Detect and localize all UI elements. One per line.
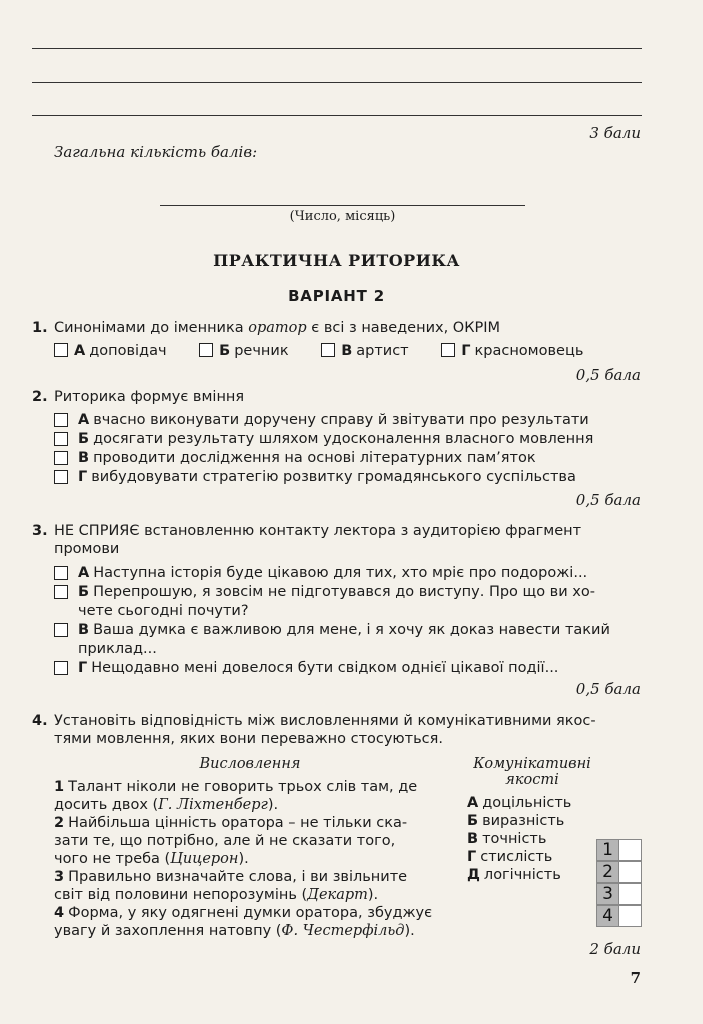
- question-1: [32, 319, 644, 337]
- option-text: вчасно виконувати доручену справу й звітувати про результати: [93, 412, 589, 428]
- answer-grid-cell[interactable]: [619, 905, 642, 927]
- question-2: [32, 388, 644, 406]
- statement-2: [54, 814, 446, 868]
- option-text: вибудовувати стратегію розвитку громадянського суспільства: [91, 469, 576, 485]
- option-text: досягати результату шляхом удосконалення власного мовлення: [93, 431, 594, 447]
- option-text: артист: [356, 343, 409, 359]
- statement-number: 3: [54, 869, 65, 885]
- question-3-options: [54, 564, 646, 678]
- question-1-text-italic: оратор: [248, 320, 307, 336]
- quality-letter: Б: [467, 813, 479, 829]
- statement-text: Форма, у яку одягнені думки оратора, збуджує: [68, 905, 433, 921]
- q2-option-b[interactable]: [54, 430, 646, 449]
- quality-letter: Д: [467, 867, 480, 883]
- option-text: красномовець: [474, 343, 584, 359]
- option-text: речник: [234, 343, 289, 359]
- statement-text: Талант ніколи не говорить трьох слів там, де: [68, 779, 418, 795]
- question-4: [32, 712, 644, 748]
- answer-grid-number: 3: [596, 883, 619, 905]
- option-letter: Г: [461, 343, 471, 359]
- answer-grid-row-1: [596, 839, 642, 861]
- question-1-text-post: є всі з наведених, ОКРІМ: [306, 320, 501, 336]
- q3-option-c[interactable]: [54, 621, 646, 659]
- statement-text: досить двох (: [54, 797, 159, 813]
- answer-line-3[interactable]: [32, 115, 642, 116]
- checkbox[interactable]: [54, 343, 68, 357]
- answer-grid-number: 2: [596, 861, 619, 883]
- quality-text: доцільність: [482, 795, 572, 811]
- option-text: Нещодавно мені довелося бути свідком однієї цікавої події...: [91, 660, 559, 676]
- option-letter: Б: [219, 343, 231, 359]
- option-letter: В: [78, 622, 90, 638]
- question-4-score: 2 бали: [589, 940, 641, 958]
- page-title: ПРАКТИЧНА РИТОРИКА: [213, 251, 460, 270]
- quality-letter: А: [467, 795, 479, 811]
- checkbox[interactable]: [441, 343, 455, 357]
- quality-e: [467, 866, 571, 884]
- checkbox[interactable]: [54, 470, 68, 484]
- answer-line-1[interactable]: [32, 48, 642, 49]
- column-heading-qualities-line2: якості: [505, 772, 559, 788]
- q1-option-d[interactable]: [441, 343, 583, 359]
- option-text: Ваша думка є важливою для мене, і я хочу як доказ навести такий: [93, 622, 610, 638]
- option-letter: Г: [78, 469, 88, 485]
- answer-grid-row-2: [596, 861, 642, 883]
- quality-text: стислість: [480, 849, 553, 865]
- checkbox[interactable]: [54, 451, 68, 465]
- option-letter: Г: [78, 660, 88, 676]
- date-caption: (Число, місяць): [289, 209, 396, 224]
- checkbox[interactable]: [54, 413, 68, 427]
- page-number: 7: [630, 969, 641, 987]
- statement-author: Ф. Честерфільд: [281, 923, 405, 939]
- answer-grid-cell[interactable]: [619, 839, 642, 861]
- answer-grid-cell[interactable]: [619, 861, 642, 883]
- option-letter: Б: [78, 584, 90, 600]
- quality-text: точність: [482, 831, 547, 847]
- option-text: доповідач: [89, 343, 167, 359]
- quality-letter: Г: [467, 849, 477, 865]
- statement-text: Правильно визначайте слова, і ви звільните: [68, 869, 408, 885]
- q2-option-d[interactable]: [54, 468, 646, 487]
- option-letter: А: [74, 343, 86, 359]
- statement-text: зати те, що потрібно, але й не сказати того,: [54, 833, 396, 849]
- date-line[interactable]: [160, 205, 525, 206]
- q3-option-a[interactable]: [54, 564, 646, 583]
- question-1-number: 1.: [32, 320, 48, 336]
- statement-text: увагу й захоплення натовпу (: [54, 923, 282, 939]
- q2-option-c[interactable]: [54, 449, 646, 468]
- statement-3: [54, 868, 446, 904]
- answer-grid-row-4: [596, 905, 642, 927]
- quality-text: виразність: [482, 813, 565, 829]
- quality-a: [467, 794, 571, 812]
- total-points-label: Загальна кількість балів:: [54, 143, 258, 161]
- statement-number: 2: [54, 815, 65, 831]
- statement-text: чого не треба (: [54, 851, 171, 867]
- option-text: проводити дослідження на основі літературних пам’яток: [93, 450, 536, 466]
- option-letter: Б: [78, 431, 90, 447]
- checkbox[interactable]: [54, 585, 68, 599]
- option-text: Наступна історія буде цікавою для тих, хто мріє про подорожі...: [93, 565, 588, 581]
- statement-author: Декарт: [307, 887, 368, 903]
- statement-end: ).: [267, 797, 279, 813]
- question-3-text-line1: НЕ СПРИЯЄ встановленню контакту лектора з аудиторією фрагмент: [54, 523, 582, 539]
- checkbox[interactable]: [321, 343, 335, 357]
- option-letter: А: [78, 412, 90, 428]
- statement-1: [54, 778, 446, 814]
- checkbox[interactable]: [54, 566, 68, 580]
- option-text-continued: приклад...: [78, 641, 157, 657]
- question-1-text-pre: Синонімами до іменника: [54, 320, 249, 336]
- statement-number: 1: [54, 779, 65, 795]
- checkbox[interactable]: [54, 432, 68, 446]
- question-1-options: [54, 343, 644, 359]
- statement-text: Найбільша цінність оратора – не тільки ска-: [68, 815, 408, 831]
- quality-letter: В: [467, 831, 479, 847]
- question-2-options: [54, 411, 646, 487]
- answer-grid-number: 1: [596, 839, 619, 861]
- question-4-text-line1: Установіть відповідність між висловленнями й комунікативними якос-: [54, 713, 596, 729]
- question-3-score: 0,5 бала: [575, 680, 641, 698]
- question-3-number: 3.: [32, 523, 48, 539]
- statement-end: ).: [404, 923, 415, 939]
- question-3: [32, 522, 644, 558]
- answer-grid-number: 4: [596, 905, 619, 927]
- column-heading-statements: Висловлення: [199, 756, 301, 772]
- option-text: Перепрошую, я зовсім не підготувався до виступу. Про що ви хо-: [93, 584, 595, 600]
- statements-list: [54, 778, 446, 940]
- checkbox[interactable]: [54, 623, 68, 637]
- variant-heading: ВАРІАНТ 2: [288, 287, 385, 305]
- q2-option-a[interactable]: [54, 411, 646, 430]
- column-heading-qualities: [462, 756, 602, 788]
- question-2-number: 2.: [32, 389, 48, 405]
- answer-grid-row-3: [596, 883, 642, 905]
- qualities-list: [467, 794, 571, 884]
- answer-grid: [596, 839, 642, 927]
- checkbox[interactable]: [199, 343, 213, 357]
- statement-number: 4: [54, 905, 65, 921]
- statement-author: Цицерон: [170, 851, 239, 867]
- quality-b: [467, 812, 571, 830]
- question-4-number: 4.: [32, 713, 48, 729]
- q1-option-c[interactable]: [321, 343, 408, 359]
- option-letter: А: [78, 565, 90, 581]
- quality-c: [467, 830, 571, 848]
- statement-4: [54, 904, 446, 940]
- option-letter: В: [78, 450, 90, 466]
- question-2-score: 0,5 бала: [575, 491, 641, 509]
- q1-option-b[interactable]: [199, 343, 288, 359]
- answer-grid-cell[interactable]: [619, 883, 642, 905]
- statement-author: Г. Ліхтенберг: [158, 797, 268, 813]
- question-1-score: 0,5 бала: [575, 366, 641, 384]
- option-letter: В: [341, 343, 353, 359]
- q3-option-b[interactable]: [54, 583, 646, 621]
- answer-line-2[interactable]: [32, 82, 642, 83]
- q3-option-d[interactable]: [54, 659, 646, 678]
- question-2-text: Риторика формує вміння: [54, 389, 245, 405]
- q1-option-a[interactable]: [54, 343, 167, 359]
- statement-end: ).: [367, 887, 379, 903]
- score-previous: 3 бали: [589, 124, 641, 142]
- option-text-continued: чете сьогодні почути?: [78, 603, 249, 619]
- column-heading-qualities-line1: Комунікативні: [473, 756, 591, 772]
- statement-text: світ від половини непорозумінь (: [54, 887, 308, 903]
- quality-d: [467, 848, 571, 866]
- quality-text: логічність: [483, 867, 561, 883]
- question-3-text-line2: промови: [54, 541, 120, 557]
- statement-end: ).: [238, 851, 249, 867]
- checkbox[interactable]: [54, 661, 68, 675]
- question-4-text-line2: тями мовлення, яких вони переважно стосуються.: [54, 731, 443, 747]
